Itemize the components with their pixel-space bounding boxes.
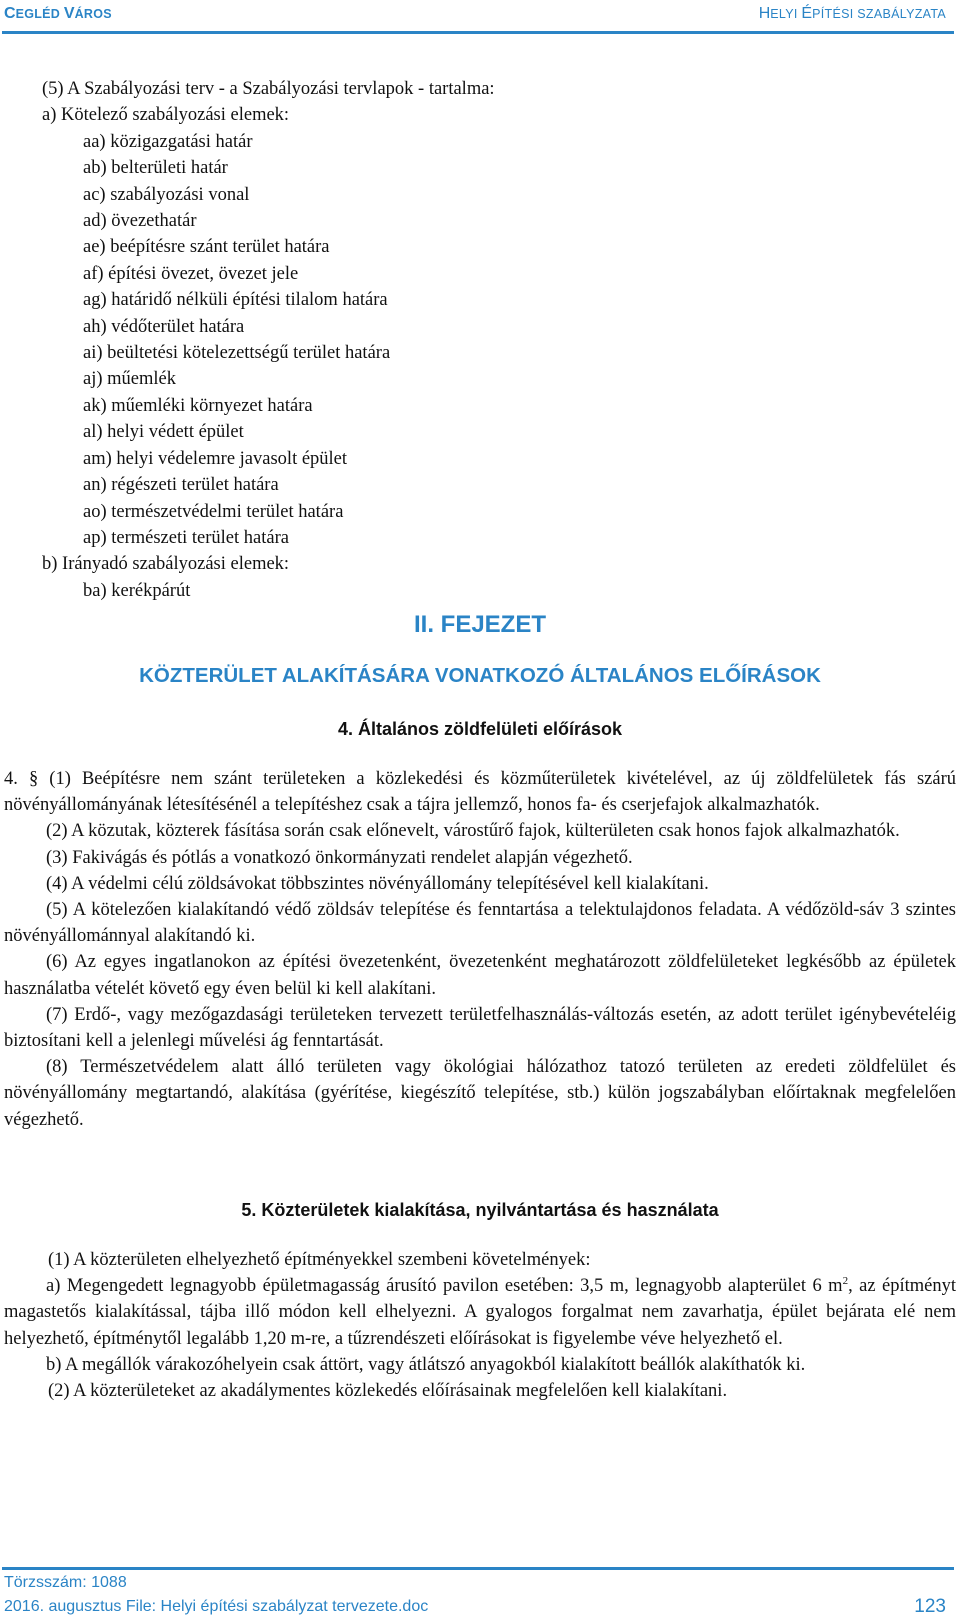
list-item: ah) védőterület határa [83, 316, 245, 337]
paragraph-a-text: a) Megengedett legnagyobb épületmagasság árusító pavilon esetében: 3,5 m, legnagyobb alapterület 6 m [46, 1276, 843, 1297]
page-header [0, 0, 960, 34]
chapter-title: KÖZTERÜLET ALAKÍTÁSÁRA VONATKOZÓ ÁLTALÁNOS ELŐÍRÁSOK [139, 664, 821, 687]
paragraph: (3) Fakivágás és pótlás a vonatkozó önkormányzati rendelet alapján végezhető. [46, 847, 633, 868]
list-item: am) helyi védelemre javasolt épület [83, 448, 348, 469]
list-item: ad) övezethatár [83, 211, 197, 232]
paragraph-a [4, 1273, 956, 1352]
section-5-text [4, 1247, 956, 1404]
paragraph: (2) A közterületeket az akadálymentes közlekedés előírásainak megfelelően kell kialakítani. [48, 1381, 728, 1402]
list-item: aj) műemlék [83, 369, 176, 390]
superscript: 2 [842, 1275, 849, 1288]
footer-reg-number: Törzsszám: 1088 [4, 1574, 127, 1591]
list-item: ap) természeti terület határa [83, 527, 289, 548]
list-item: an) régészeti terület határa [83, 475, 279, 496]
list-item: ag) határidő nélküli építési tilalom határa [83, 290, 388, 311]
chapter-number: II. FEJEZET [413, 611, 547, 638]
list-item: ab) belterületi határ [83, 158, 228, 179]
section-4-heading: 4. Általános zöldfelületi előírások [337, 719, 623, 739]
paragraph-b: b) A megállók várakozóhelyein csak áttört, vagy átlátszó anyagokból kialakított beállók alakíthatók ki. [46, 1354, 806, 1375]
list-group-a-title: a) Kötelező szabályozási elemek: [42, 105, 290, 126]
list-item: ba) kerékpárút [83, 580, 191, 601]
list-item: ao) természetvédelmi terület határa [83, 501, 344, 522]
list-item: af) építési övezet, övezet jele [83, 263, 299, 284]
plan-contents-list [42, 76, 495, 604]
footer-file-info: 2016. augusztus File: Helyi építési szabályzat tervezete.doc [4, 1598, 429, 1615]
paragraph: (7) Erdő-, vagy mezőgazdasági területeken tervezett területfelhasználás-változás esetén, az adott terület igénybevételéig biztosítani kell a jelenlegi művelési ág fenntartását. [4, 1004, 956, 1052]
footer-rule [2, 1567, 954, 1570]
paragraph: (4) A védelmi célú zöldsávokat többszintes növényállomány telepítésével kell kialakítani. [46, 873, 709, 894]
page-number: 123 [914, 1596, 946, 1617]
list-group-b-title: b) Irányadó szabályozási elemek: [42, 554, 290, 575]
paragraph: 4. § (1) Beépítésre nem szánt területeken a közlekedési és közműterületek kivételével, az új zöldfelületek fás szárú növényállományának létesítésénél a telepítéshez csak a tájra jellemző, honos fa- és cserjefajok alkalmazhatók. [4, 769, 956, 816]
paragraph: (8) Természetvédelem alatt álló területen vagy ökológiai hálózathoz tatozó területen az eredeti zöldfelület és növényállomány megtartandó, alakítása (gyérítése, kiegészítő telepítése, stb.) külön jogszabályban előírtaknak megfelelően végezhető. [4, 1057, 956, 1130]
paragraph: (2) A közutak, közterek fásítása során csak előnevelt, várostűrő fajok, külterületen csak honos fajok alkalmazhatók. [46, 821, 900, 842]
header-city: CEGLÉD VÁROS [4, 5, 112, 22]
list-item: ai) beültetési kötelezettségű terület határa [83, 343, 391, 364]
list-item: al) helyi védett épület [83, 422, 244, 443]
list-item: ae) beépítésre szánt terület határa [83, 237, 330, 258]
section-5-heading: 5. Közterületek kialakítása, nyilvántartása és használata [241, 1200, 719, 1220]
list-item: ac) szabályozási vonal [83, 184, 250, 205]
list-intro: (5) A Szabályozási terv - a Szabályozási tervlapok - tartalma: [42, 79, 495, 99]
paragraph: (5) A kötelezően kialakítandó védő zöldsáv telepítése és fenntartása a telektulajdonos feladata. A védőzöld-sáv 3 szintes növényállománnyal alakítandó ki. [4, 900, 956, 947]
list-item: ak) műemléki környezet határa [83, 395, 313, 416]
header-rule [2, 31, 954, 34]
paragraph: (6) Az egyes ingatlanokon az építési övezetenként, övezetenként meghatározott zöldfelületeket legkésőbb az épületek használatba vételét követő egy éven belül ki kell alakítani. [4, 952, 956, 999]
paragraph: (1) A közterületen elhelyezhető építményekkel szembeni követelmények: [48, 1250, 591, 1270]
section-4-text [4, 766, 956, 1133]
list-item: aa) közigazgatási határ [83, 131, 253, 152]
paragraph-a-text-cont: , az építményt magastetős kialakítással, tájba illő módon kell elhelyezni. A gyalogos forgalmat nem zavarhatja, épület bejárata elé nem helyezhető, építménytől legalább 1,20 m-re, a tűzrendészeti előírásokat is figyelembe véve helyezhető el. [4, 1276, 957, 1349]
header-document-title: HELYI ÉPÍTÉSI SZABÁLYZATA [758, 5, 946, 22]
